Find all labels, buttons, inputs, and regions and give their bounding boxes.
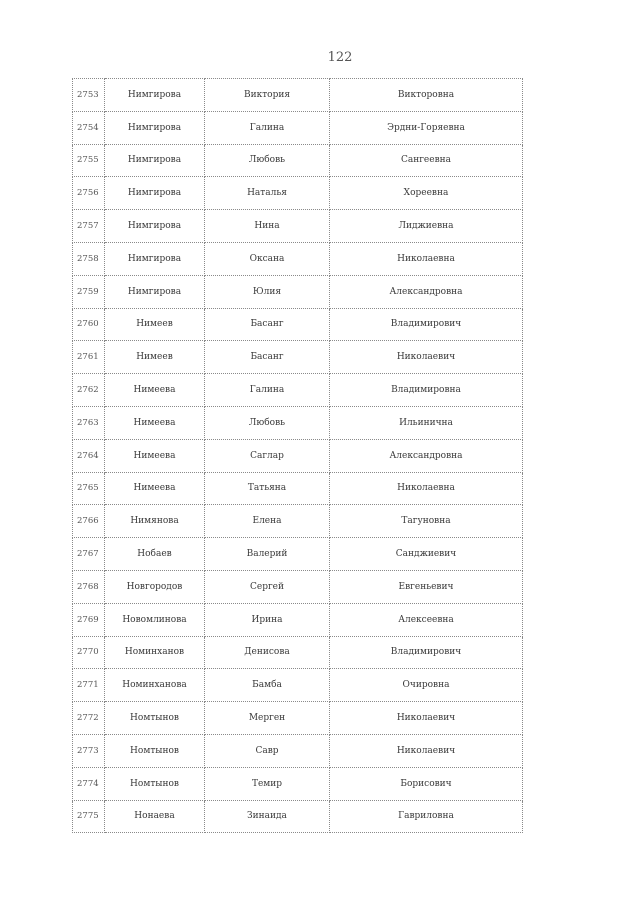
patronymic-cell: Владимирович [330, 308, 523, 341]
patronymic-cell: Александровна [330, 275, 523, 308]
given-name-cell: Любовь [205, 144, 330, 177]
given-name-cell: Зинаида [205, 800, 330, 833]
patronymic-cell: Санджиевич [330, 538, 523, 571]
given-name-cell: Темир [205, 767, 330, 800]
patronymic-cell: Эрдни-Горяевна [330, 111, 523, 144]
record-number: 2768 [73, 570, 105, 603]
record-number: 2775 [73, 800, 105, 833]
patronymic-cell: Николаевич [330, 341, 523, 374]
given-name-cell: Денисова [205, 636, 330, 669]
table-row [73, 603, 523, 636]
record-number: 2769 [73, 603, 105, 636]
record-number: 2761 [73, 341, 105, 374]
table-row [73, 341, 523, 374]
given-name-cell: Басанг [205, 308, 330, 341]
page-number: 122 [327, 50, 353, 65]
patronymic-cell: Александровна [330, 439, 523, 472]
table-row [73, 505, 523, 538]
surname-cell: Нимгирова [105, 242, 205, 275]
given-name-cell: Нина [205, 210, 330, 243]
record-number: 2763 [73, 406, 105, 439]
patronymic-cell: Николаевич [330, 734, 523, 767]
record-number: 2753 [73, 79, 105, 112]
given-name-cell: Саглар [205, 439, 330, 472]
patronymic-cell: Викторовна [330, 79, 523, 112]
surname-cell: Нонаева [105, 800, 205, 833]
record-number: 2766 [73, 505, 105, 538]
surname-cell: Номтынов [105, 734, 205, 767]
given-name-cell: Бамба [205, 669, 330, 702]
patronymic-cell: Николаевна [330, 242, 523, 275]
surname-cell: Номинханова [105, 669, 205, 702]
record-number: 2758 [73, 242, 105, 275]
record-number: 2774 [73, 767, 105, 800]
given-name-cell: Галина [205, 374, 330, 407]
record-number: 2757 [73, 210, 105, 243]
record-number: 2755 [73, 144, 105, 177]
surname-cell: Нимгирова [105, 210, 205, 243]
record-number: 2759 [73, 275, 105, 308]
patronymic-cell: Гавриловна [330, 800, 523, 833]
table-row [73, 800, 523, 833]
table-row [73, 144, 523, 177]
patronymic-cell: Сангеевна [330, 144, 523, 177]
patronymic-cell: Хореевна [330, 177, 523, 210]
given-name-cell: Татьяна [205, 472, 330, 505]
table-row [73, 538, 523, 571]
patronymic-cell: Евгеньевич [330, 570, 523, 603]
table-row [73, 472, 523, 505]
record-number: 2772 [73, 702, 105, 735]
surname-cell: Нимгирова [105, 111, 205, 144]
surname-cell: Новгородов [105, 570, 205, 603]
registry-table-body [73, 79, 523, 833]
given-name-cell: Сергей [205, 570, 330, 603]
surname-cell: Нимгирова [105, 144, 205, 177]
surname-cell: Нобаев [105, 538, 205, 571]
given-name-cell: Галина [205, 111, 330, 144]
table-row [73, 636, 523, 669]
surname-cell: Нимянова [105, 505, 205, 538]
surname-cell: Номтынов [105, 767, 205, 800]
given-name-cell: Виктория [205, 79, 330, 112]
patronymic-cell: Тагуновна [330, 505, 523, 538]
given-name-cell: Мерген [205, 702, 330, 735]
patronymic-cell: Николаевич [330, 702, 523, 735]
given-name-cell: Басанг [205, 341, 330, 374]
surname-cell: Нимеева [105, 374, 205, 407]
given-name-cell: Валерий [205, 538, 330, 571]
table-row [73, 177, 523, 210]
patronymic-cell: Борисович [330, 767, 523, 800]
table-row [73, 242, 523, 275]
given-name-cell: Савр [205, 734, 330, 767]
patronymic-cell: Ильинична [330, 406, 523, 439]
table-row [73, 210, 523, 243]
surname-cell: Номтынов [105, 702, 205, 735]
registry-table [72, 78, 523, 833]
given-name-cell: Наталья [205, 177, 330, 210]
patronymic-cell: Лиджиевна [330, 210, 523, 243]
table-row [73, 275, 523, 308]
patronymic-cell: Алексеевна [330, 603, 523, 636]
table-row [73, 702, 523, 735]
surname-cell: Нимеев [105, 341, 205, 374]
surname-cell: Нимеева [105, 406, 205, 439]
patronymic-cell: Владимировна [330, 374, 523, 407]
given-name-cell: Оксана [205, 242, 330, 275]
given-name-cell: Юлия [205, 275, 330, 308]
table-row [73, 767, 523, 800]
surname-cell: Нимеева [105, 472, 205, 505]
surname-cell: Нимеев [105, 308, 205, 341]
given-name-cell: Ирина [205, 603, 330, 636]
record-number: 2765 [73, 472, 105, 505]
patronymic-cell: Очировна [330, 669, 523, 702]
surname-cell: Новомлинова [105, 603, 205, 636]
table-row [73, 308, 523, 341]
record-number: 2773 [73, 734, 105, 767]
surname-cell: Нимгирова [105, 79, 205, 112]
record-number: 2771 [73, 669, 105, 702]
record-number: 2756 [73, 177, 105, 210]
given-name-cell: Елена [205, 505, 330, 538]
surname-cell: Нимгирова [105, 177, 205, 210]
surname-cell: Нимгирова [105, 275, 205, 308]
record-number: 2764 [73, 439, 105, 472]
given-name-cell: Любовь [205, 406, 330, 439]
table-row [73, 374, 523, 407]
record-number: 2754 [73, 111, 105, 144]
table-row [73, 406, 523, 439]
record-number: 2762 [73, 374, 105, 407]
record-number: 2767 [73, 538, 105, 571]
surname-cell: Нимеева [105, 439, 205, 472]
patronymic-cell: Николаевна [330, 472, 523, 505]
table-row [73, 79, 523, 112]
surname-cell: Номинханов [105, 636, 205, 669]
table-row [73, 439, 523, 472]
table-row [73, 111, 523, 144]
table-row [73, 570, 523, 603]
record-number: 2770 [73, 636, 105, 669]
table-row [73, 669, 523, 702]
table-row [73, 734, 523, 767]
patronymic-cell: Владимирович [330, 636, 523, 669]
record-number: 2760 [73, 308, 105, 341]
